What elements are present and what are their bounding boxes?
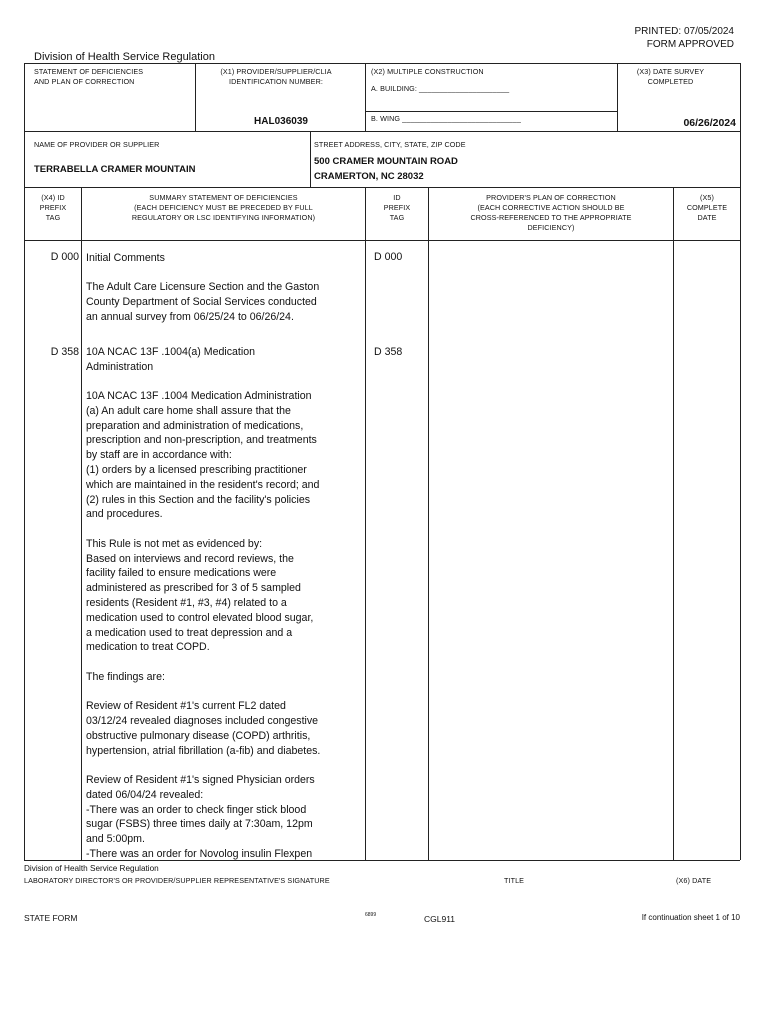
footer-division: Division of Health Service Regulation [24, 864, 159, 873]
building-field: A. BUILDING: ______________________ [371, 84, 510, 93]
address-line1: 500 CRAMER MOUNTAIN ROAD [314, 156, 458, 167]
paragraph-not-met: This Rule is not met as evidenced by: Based on interviews and record reviews, the facility failed to ensure medications were administered as prescribed for 3 of 5 sampled residents (Resident #1, #3, #4) related to a medication used to control elevated blood sugar, a medication used to treat depression and a medication to treat COPD. [86, 537, 314, 654]
x6-date-label: (X6) DATE [676, 876, 712, 885]
continuation-sheet: If continuation sheet 1 of 10 [641, 913, 740, 922]
provider-label: NAME OF PROVIDER OR SUPPLIER [34, 140, 160, 149]
x1-label: (X1) PROVIDER/SUPPLIER/CLIA IDENTIFICATION NUMBER: [220, 67, 332, 86]
row-id-d000: D 000 [374, 251, 403, 263]
x1-value: HAL036039 [254, 116, 308, 127]
wing-field: B. WING _____________________________ [371, 114, 521, 123]
signature-label: LABORATORY DIRECTOR'S OR PROVIDER/SUPPLIER REPRESENTATIVE'S SIGNATURE [24, 876, 330, 885]
paragraph-rule: 10A NCAC 13F .1004 Medication Administration (a) An adult care home shall assure that the preparation and administration of medications, prescription and non-prescription, and treatments by staff are in accordance with: (1) orders by a licensed prescribing practitioner which are maintained in the resident's record; and (2) rules in this Section and the facility's policies and procedures. [86, 390, 320, 521]
row-title-d358: 10A NCAC 13F .1004(a) Medication Administration [86, 346, 255, 373]
col-x5-header: (X5) COMPLETE DATE [686, 193, 728, 222]
division-title: Division of Health Service Regulation [34, 51, 215, 63]
paragraph-orders: Review of Resident #1's signed Physician orders dated 06/04/24 revealed: -There was an order to check finger stick blood sugar (FSBS) three times daily at 7:30am, 12pm and 5:00pm. -There was an order for Novolog insulin Flexpen [86, 773, 315, 860]
row-id-d358: D 358 [374, 346, 403, 358]
col-plan-header: PROVIDER'S PLAN OF CORRECTION (EACH CORRECTIVE ACTION SHOULD BE CROSS-REFERENCED TO THE APPROPRIATE DEFICIENCY) [470, 193, 632, 232]
col-summary-header: SUMMARY STATEMENT OF DEFICIENCIES (EACH DEFICIENCY MUST BE PRECEDED BY FULL REGULATORY OR LSC IDENTIFYING INFORMATION) [131, 193, 316, 222]
row-title-d000: Initial Comments [86, 252, 165, 264]
col-x4-header: (X4) ID PREFIX TAG [39, 193, 67, 222]
paragraph-findings: The findings are: [86, 670, 165, 683]
sheet-code: CGL911 [424, 914, 456, 924]
x3-label: (X3) DATE SURVEY COMPLETED [636, 67, 705, 86]
title-label: TITLE [504, 876, 525, 885]
form-approved: FORM APPROVED [646, 39, 734, 50]
summary-body [86, 389, 364, 876]
row-tag-d000: D 000 [50, 251, 79, 263]
form-code: 6899 [365, 912, 377, 918]
printed-date: PRINTED: 07/05/2024 [634, 26, 734, 37]
row-tag-d358: D 358 [50, 346, 79, 358]
x3-value: 06/26/2024 [683, 117, 736, 129]
state-form-label: STATE FORM [24, 913, 78, 923]
paragraph-fl2: Review of Resident #1's current FL2 dated 03/12/24 revealed diagnoses included congestive obstructive pulmonary disease (COPD) arthritis, hypertension, atrial fibrillation (a-fib) and diabetes. [86, 700, 321, 757]
summary-paragraph-1 [86, 280, 361, 339]
x2-label: (X2) MULTIPLE CONSTRUCTION [371, 67, 484, 76]
col-id-header: ID PREFIX TAG [383, 193, 411, 222]
address-line2: CRAMERTON, NC 28032 [314, 171, 424, 182]
address-label: STREET ADDRESS, CITY, STATE, ZIP CODE [314, 140, 466, 149]
statement-label: STATEMENT OF DEFICIENCIES AND PLAN OF CORRECTION [34, 67, 144, 86]
paragraph-survey: The Adult Care Licensure Section and the Gaston County Department of Social Services conducted an annual survey from 06/25/24 to 06/26/24. [86, 281, 320, 323]
provider-value: TERRABELLA CRAMER MOUNTAIN [34, 164, 196, 175]
